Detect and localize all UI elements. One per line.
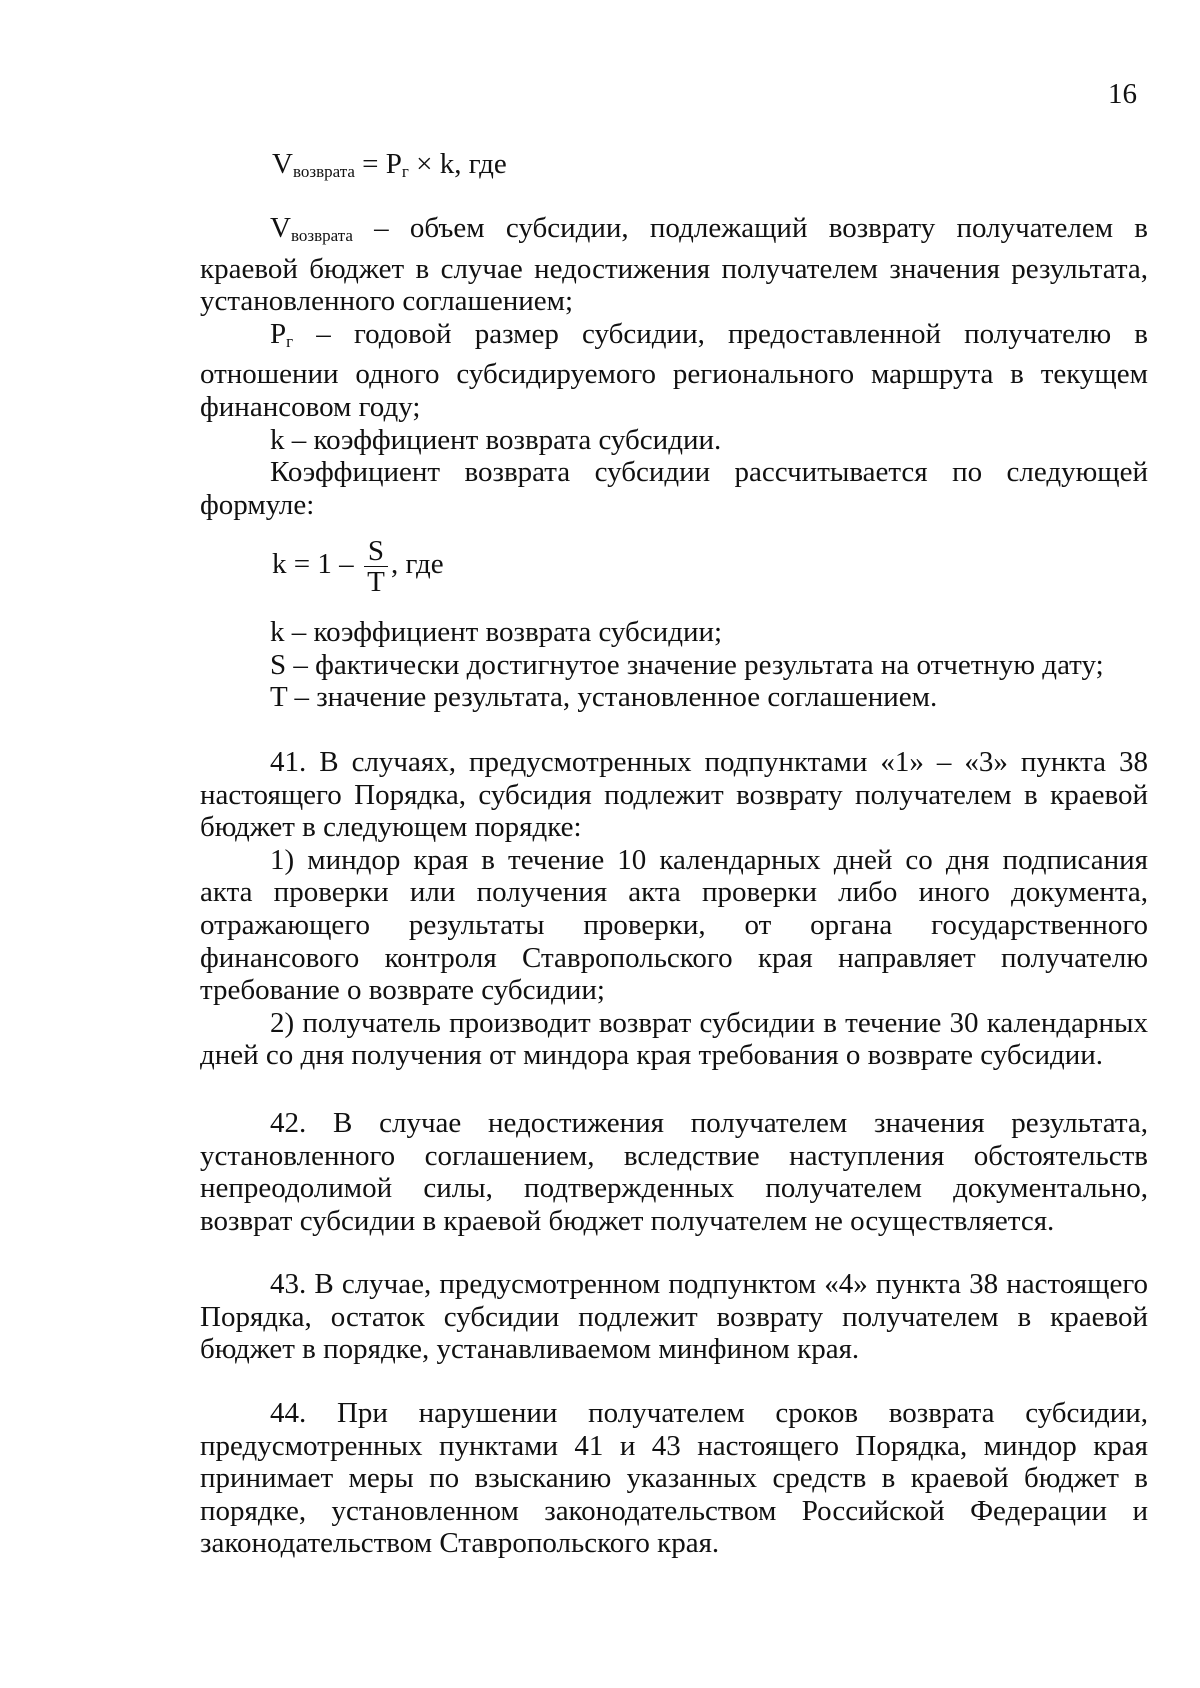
formula-coefficient: k = 1 – $\frac{S}{T}$ , где <box>272 535 444 598</box>
definition-s: S – фактически достигнутое значение результата на отчетную дату; <box>270 648 1104 681</box>
paragraph-42: 42. В случае недостижения получателем значения результата, установленного соглашением, вследствие наступления обстоятельств непреодолимой силы, подтвержденных получателем документально, возврат субсидии в краевой бюджет получателем не осуществляется. <box>200 1107 1148 1237</box>
formula-volume: $V_{возврата} = P_г \times k$, где <box>272 148 507 181</box>
coefficient-intro: Коэффициент возврата субсидии рассчитывается по следующей формуле: <box>200 456 1148 521</box>
paragraph-44: 44. При нарушении получателем сроков возврата субсидии, предусмотренных пунктами 41 и 43 настоящего Порядка, миндор края принимает меры по взысканию указанных средств в краевой бюджет в порядке, установленном законодательством Российской Федерации и законодательством Ставропольского края. <box>200 1397 1148 1560</box>
definitions-coefficient <box>200 616 1148 714</box>
definition-v: $V_{возврата}$ – объем субсидии, подлежащий возврату получателем в краевой бюджет в случае недостижения получателем значения результата, установленного соглашением; <box>200 212 1148 318</box>
definition-p: $P_г$ – годовой размер субсидии, предоставленной получателю в отношении одного субсидируемого регионального маршрута в текущем финансовом году; <box>200 317 1148 423</box>
fraction: $\frac{S}{T}$ <box>364 536 388 597</box>
paragraph-41: 41. В случаях, предусмотренных подпунктами «1» – «3» пункта 38 настоящего Порядка, субсидия подлежит возврату получателем в краевой бюджет в следующем порядке: 1) миндор края в течение 10 календарных дней со дня подписания акта проверки или получения акта проверки либо иного документа, отражающего результаты проверки, от органа государственного финансового контроля Ставропольского края направляет получателю требование о возврате субсидии; 2) получатель производит возврат субсидии в течение 30 календарных дней со дня получения от миндора края требования о возврате субсидии. <box>200 746 1148 1072</box>
definition-t: T – значение результата, установленное соглашением. <box>270 681 938 714</box>
definition-k-2: k – коэффициент возврата субсидии; <box>270 616 723 648</box>
definitions-volume <box>200 212 1148 521</box>
paragraph-41-item-1: 1) миндор края в течение 10 календарных дней со дня подписания акта проверки или получения акта проверки либо иного документа, отражающего результаты проверки, от органа государственного финансового контроля Ставропольского края направляет получателю требование о возврате субсидии; <box>200 843 1148 1007</box>
paragraph-43: 43. В случае, предусмотренном подпунктом «4» пункта 38 настоящего Порядка, остаток субсидии подлежит возврату получателем в краевой бюджет в порядке, устанавливаемом минфином края. <box>200 1268 1148 1366</box>
definition-k: k – коэффициент возврата субсидии. <box>270 423 722 456</box>
page-number: 16 <box>1108 78 1137 110</box>
paragraph-41-item-2: 2) получатель производит возврат субсидии в течение 30 календарных дней со дня получения от миндора края требования о возврате субсидии. <box>200 1006 1148 1072</box>
